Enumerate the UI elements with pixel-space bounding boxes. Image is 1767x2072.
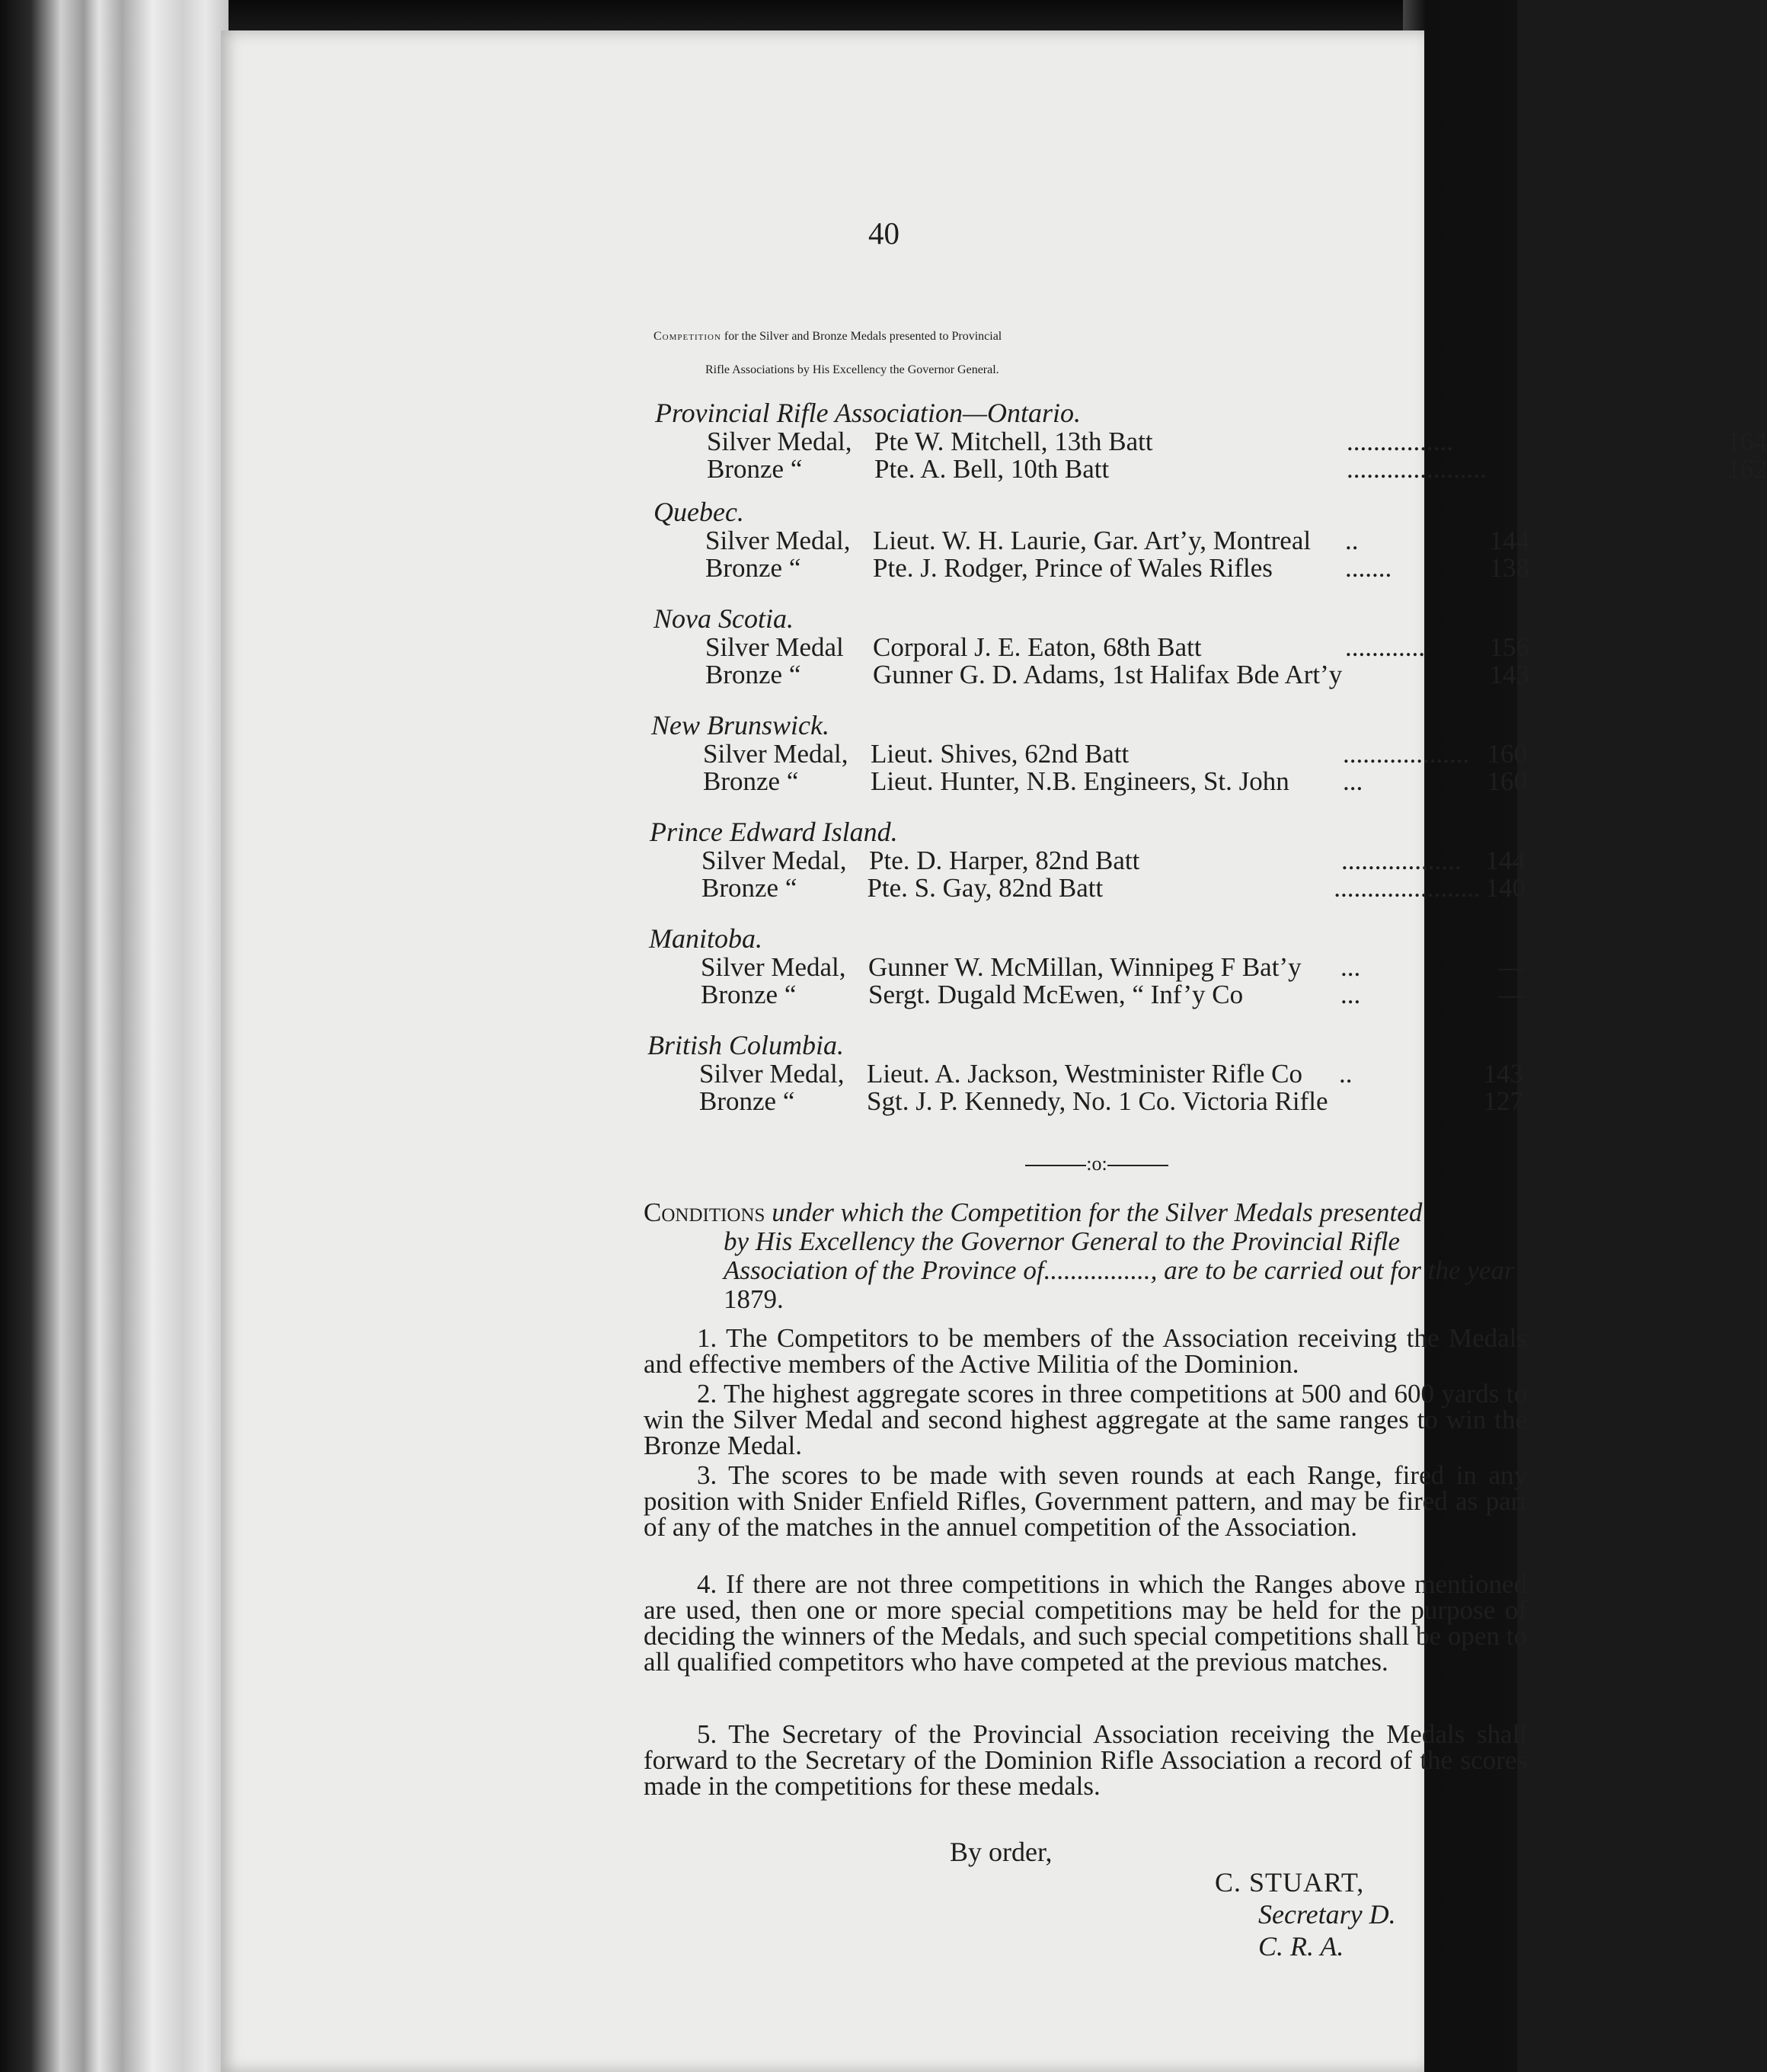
leader-dots [1345,661,1484,689]
recipient: Sgt. J. P. Kennedy, No. 1 Co. Victoria Rifle [867,1086,1328,1116]
condition-paragraph-1: 1. The Competitors to be members of the Association receiving the Medals and effective members of the Active Militia of the Dominion. [644,1323,1527,1379]
condition-paragraph-4: 4. If there are not three competitions in which the Ranges above mentioned are used, then one or more special competitions may be held for the purpose of deciding the winners of the Medals, and such special competitions shall be open to all qualified competitors who have competed at the previous matches. [644,1569,1527,1677]
recipient: Pte. S. Gay, 82nd Batt [867,873,1104,903]
score: 160 [1487,739,1527,769]
province-name: British Columbia. [647,1030,845,1060]
divider-rule-left [1025,1165,1086,1166]
medal-entry [705,661,1529,689]
recipient: Gunner G. D. Adams, 1st Halifax Bde Art’y [873,660,1343,689]
province-section-new-brunswick [651,710,1527,795]
leader-dots: ... [1340,980,1361,1009]
section-divider [1002,1153,1192,1175]
recipient: Pte. J. Rodger, Prince of Wales Rifles [873,553,1273,583]
province-name: Quebec. [653,497,744,527]
leader-dots: ................ [1347,427,1453,456]
book-page-edges [0,0,228,2072]
medal-entry [701,847,1526,875]
condition-paragraph-3: 3. The scores to be made with seven rounds at each Range, fired in any position with Snider Enfield Rifles, Government pattern, and may be fired as part of any of the matches in the annuel competition of the Association. [644,1460,1527,1542]
recipient: Pte W. Mitchell, 13th Batt [874,427,1153,456]
divider-rule-right [1107,1165,1168,1166]
recipient: Lieut. Shives, 62nd Batt [871,739,1130,769]
signer-title: Secretary D. C. R. A. [1258,1899,1396,1962]
condition-paragraph-5: 5. The Secretary of the Provincial Association receiving the Medals shall forward to the Secretary of the Dominion Rifle Association a record of the scores made in the competitions for these medals. [644,1719,1527,1801]
province-section-manitoba [649,923,1525,1009]
score: 160 [1487,766,1527,796]
medal-entry [699,1060,1523,1088]
recipient: Pte. A. Bell, 10th Batt [874,454,1110,484]
score: — [1498,952,1525,982]
province-name: New Brunswick. [651,710,829,740]
medal-type: Bronze “ [705,553,801,583]
medal-entry [705,634,1529,661]
medal-type: Silver Medal, [705,526,851,555]
conditions-text-b: by His Excellency the Governor General to the Provincial Rifle Association of the Province of................, are to be carried out for the year [724,1226,1515,1285]
score: 143 [1489,660,1529,689]
medal-entry [705,555,1529,582]
province-section-prince-edward-island [650,817,1526,902]
score: 144 [1485,846,1526,875]
province-section-ontario [420,398,1767,483]
leader-dots: ................... [1343,739,1470,769]
medal-entry [701,954,1525,981]
recipient: Lieut. Hunter, N.B. Engineers, St. John [871,766,1289,796]
medal-type: Silver Medal, [703,739,848,769]
score: 162 [1727,454,1767,484]
leader-dots: .. [1339,1059,1353,1089]
medal-type: Silver Medal, [699,1059,845,1089]
score: — [1498,980,1525,1009]
recipient: Pte. D. Harper, 82nd Batt [869,846,1140,875]
leader-dots: ...................... [1334,873,1481,903]
score: 138 [1489,553,1529,583]
score: 164 [1727,427,1767,456]
medal-entry [705,527,1529,555]
medal-type: Bronze “ [705,660,801,689]
leader-dots: ... [1340,952,1361,982]
condition-paragraph-2: 2. The highest aggregate scores in three competitions at 500 and 600 yards to win the Silver Medal and second highest aggregate at the same ranges to win the Bronze Medal. [644,1379,1527,1460]
recipient: Lieut. A. Jackson, Westminister Rifle Co [867,1059,1303,1089]
medal-type: Silver Medal, [701,952,846,982]
by-order: By order, [950,1837,1053,1867]
leader-dots: .................. [1341,846,1462,875]
province-name: Nova Scotia. [653,603,794,634]
province-section-british-columbia [647,1030,1523,1115]
medal-entry [703,768,1527,795]
province-section-nova-scotia [653,603,1529,689]
heading-text-line1: for the Silver and Bronze Medals presented to Provincial [721,330,1002,343]
score: 156 [1489,632,1529,662]
signer-name: C. STUART, [1215,1867,1365,1898]
medal-entry [703,740,1527,768]
medal-entry [707,428,1767,456]
recipient: Gunner W. McMillan, Winnipeg F Bat’y [868,952,1302,982]
divider-mark: :o: [1086,1153,1107,1175]
page-number: 40 [868,216,899,251]
medal-type: Bronze “ [699,1086,795,1116]
medal-entry [707,456,1767,483]
medal-entry [701,981,1525,1009]
score: 143 [1483,1059,1523,1089]
score: 140 [1485,873,1526,903]
recipient: Lieut. W. H. Laurie, Gar. Art’y, Montreal [873,526,1312,555]
conditions-lead: Conditions [644,1197,765,1227]
leader-dots: ..................... [1347,454,1487,484]
document-page [221,30,1767,2072]
medal-type: Bronze “ [701,980,797,1009]
recipient: Sergt. Dugald McEwen, “ Inf’y Co [868,980,1244,1009]
leader-dots: ............ [1345,632,1425,662]
competition-heading [653,320,1529,387]
province-name: Prince Edward Island. [650,817,898,847]
province-name: Manitoba. [649,923,762,954]
score: 127 [1483,1086,1523,1116]
leader-dots: ....... [1345,553,1392,583]
conditions-heading [644,1198,1527,1314]
province-section-quebec [653,497,1529,582]
province-name: Provincial Rifle Association—Ontario. [655,398,1081,428]
medal-type: Bronze “ [701,873,797,903]
medal-entry [699,1088,1523,1115]
conditions-year: 1879. [724,1284,784,1314]
recipient: Corporal J. E. Eaton, 68th Batt [873,632,1202,662]
leader-dots [1339,1088,1478,1115]
score: 144 [1489,526,1529,555]
medal-entry [701,875,1526,902]
leader-dots: ... [1343,766,1363,796]
medal-type: Bronze “ [707,454,803,484]
heading-lead: Competition [653,330,721,343]
medal-type: Silver Medal, [701,846,847,875]
conditions-text-a: under which the Competition for the Silver Medals presented [765,1197,1423,1227]
medal-type: Bronze “ [703,766,799,796]
leader-dots: .. [1345,526,1359,555]
medal-type: Silver Medal [705,632,844,662]
heading-text-line2: Rifle Associations by His Excellency the Governor General. [705,363,999,376]
medal-type: Silver Medal, [707,427,852,456]
